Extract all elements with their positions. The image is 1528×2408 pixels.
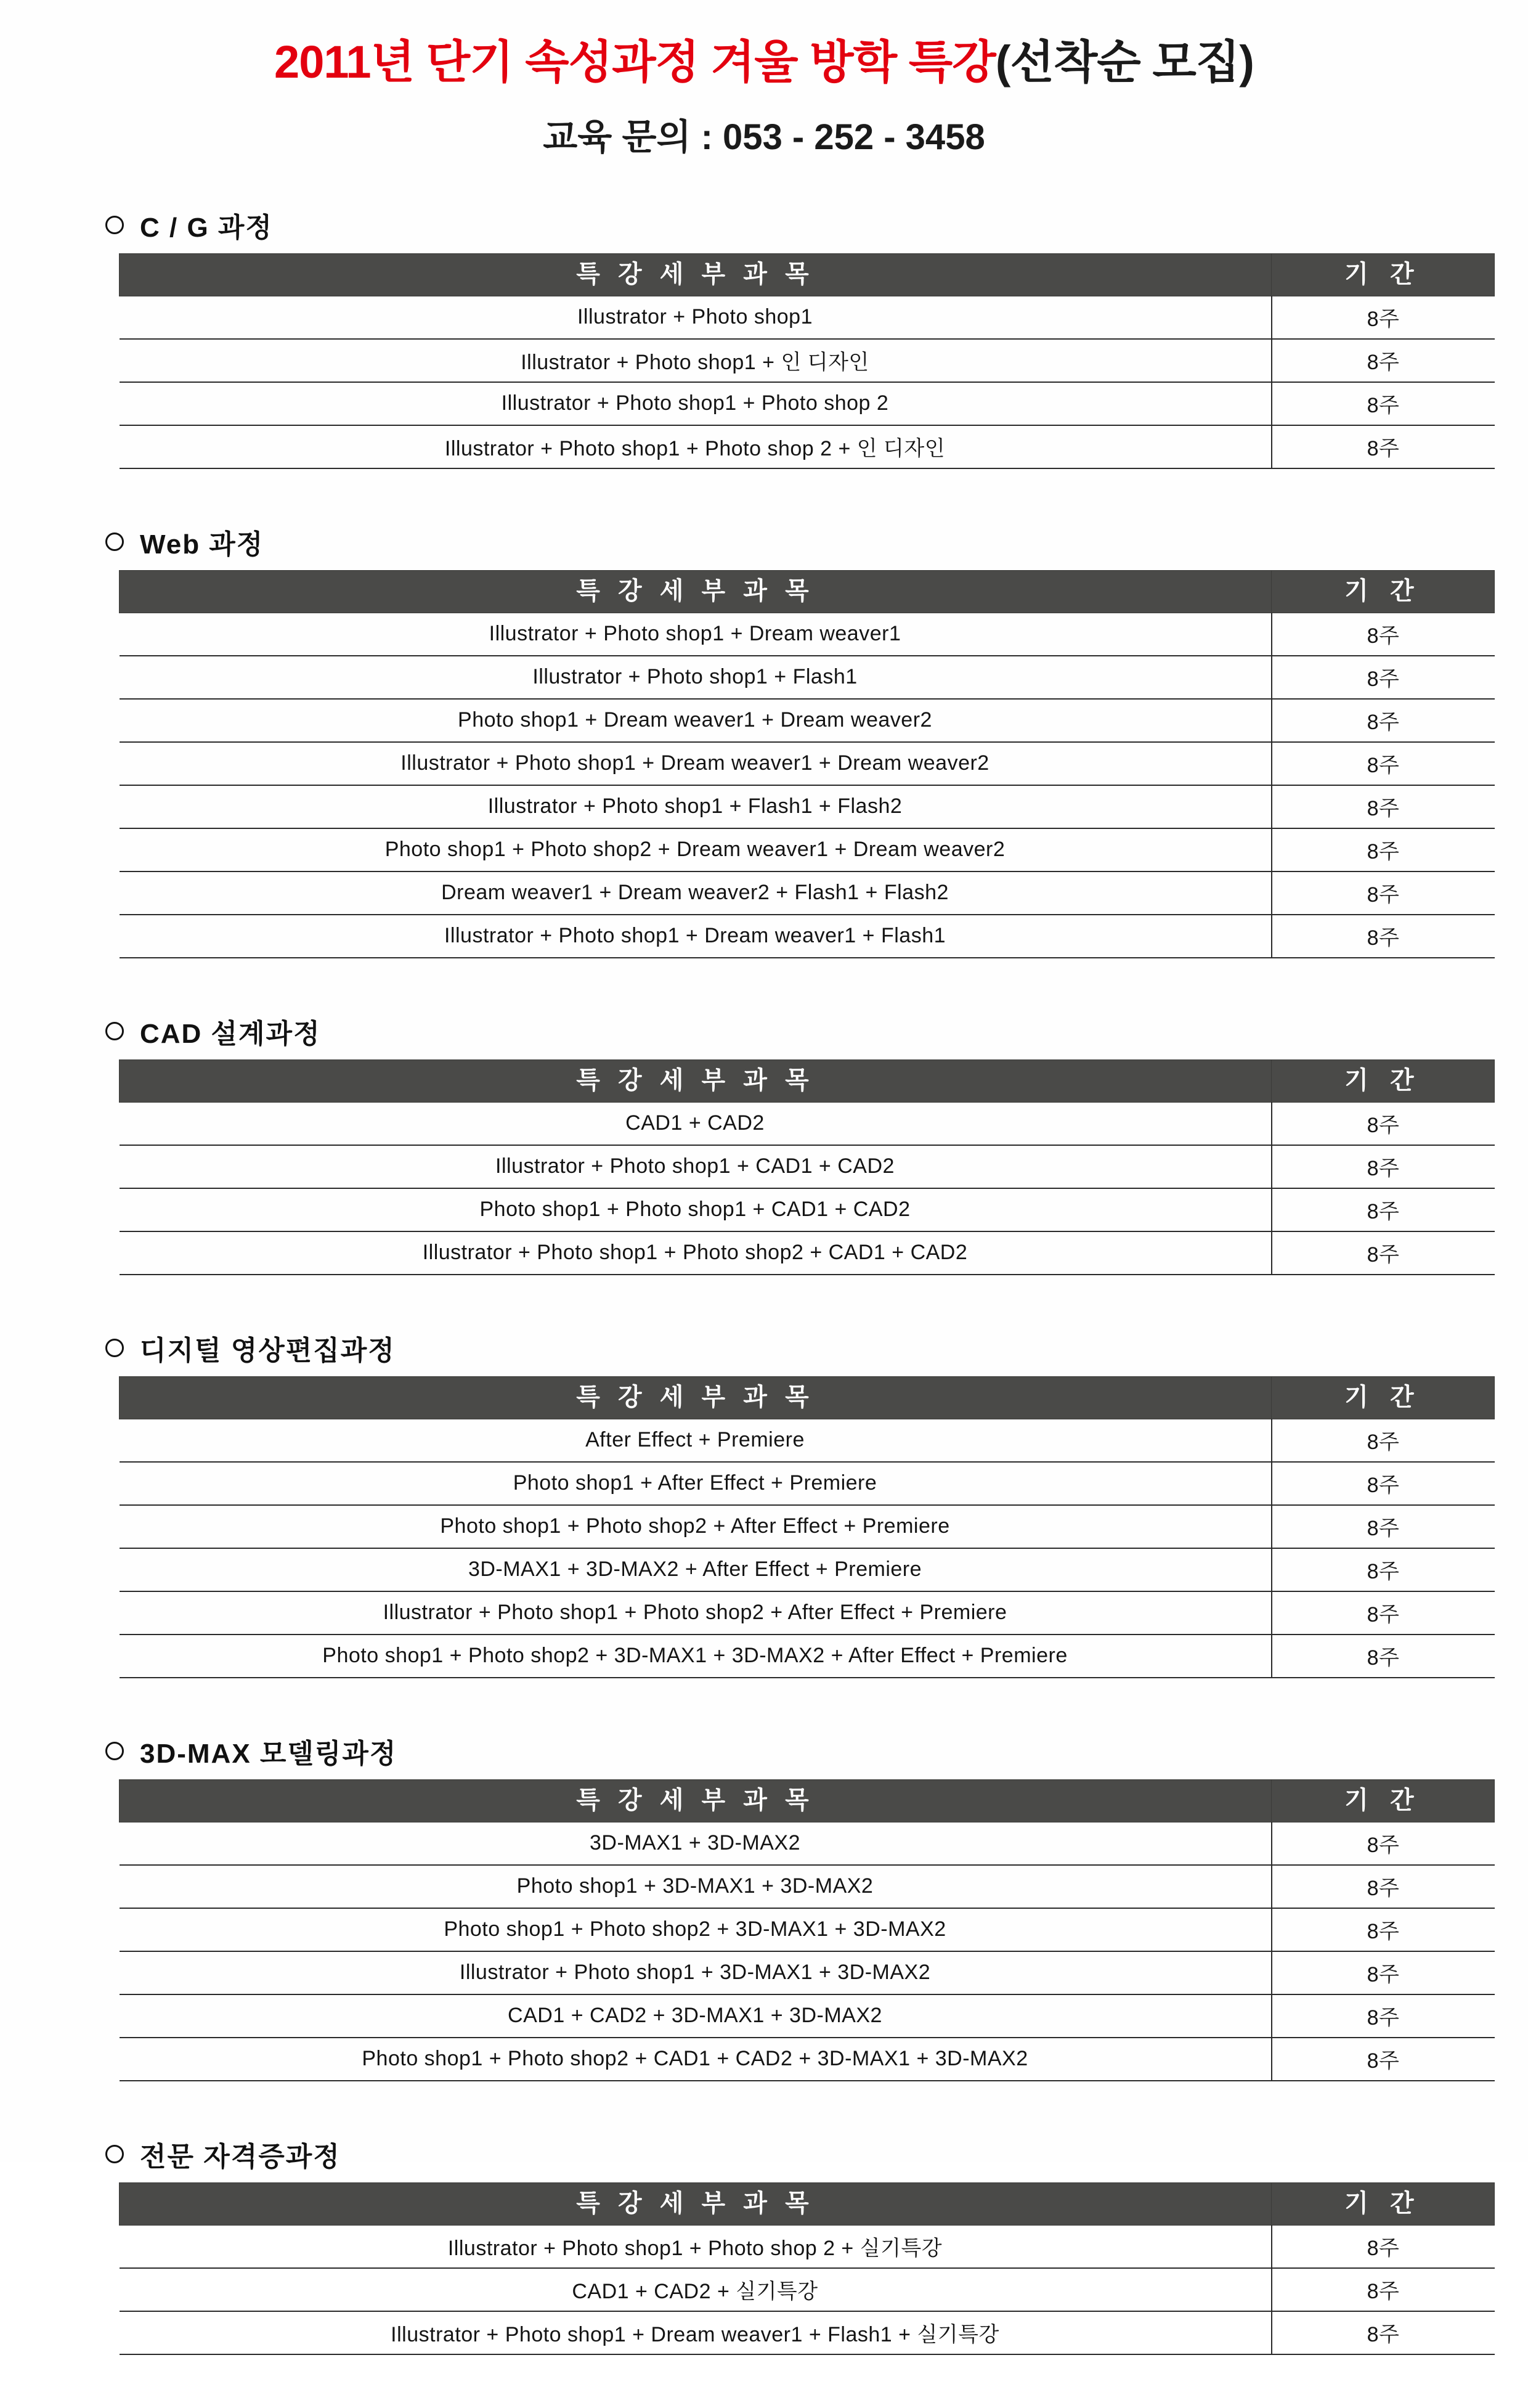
section-heading-label: C / G 과정 [140, 213, 273, 243]
column-header-subject: 특 강 세 부 과 목 [120, 254, 1272, 296]
cell-subject: Photo shop1 + Photo shop2 + 3D-MAX1 + 3D-MAX2 [120, 1908, 1272, 1951]
cell-duration: 8주 [1272, 1231, 1495, 1275]
cell-duration: 8주 [1272, 1635, 1495, 1678]
column-header-duration: 기 간 [1272, 2183, 1495, 2226]
course-section [65, 2134, 1463, 2355]
table-row [120, 828, 1495, 871]
cell-subject: Photo shop1 + Photo shop2 + After Effect + Premiere [120, 1505, 1272, 1548]
section-spacer [0, 958, 1528, 1011]
table-row [120, 1188, 1495, 1231]
column-header-subject: 특 강 세 부 과 목 [120, 571, 1272, 613]
table-row [120, 1231, 1495, 1275]
cell-subject: CAD1 + CAD2 [120, 1103, 1272, 1146]
table-row [120, 1635, 1495, 1678]
table-row [120, 339, 1495, 382]
circle-bullet-icon [105, 216, 124, 234]
cell-duration: 8주 [1272, 1462, 1495, 1505]
table-row [120, 742, 1495, 785]
cell-duration: 8주 [1272, 1188, 1495, 1231]
circle-bullet-icon [105, 2145, 124, 2163]
cell-subject: Photo shop1 + Photo shop2 + CAD1 + CAD2 + 3D-MAX1 + 3D-MAX2 [120, 2038, 1272, 2081]
table-header-row [120, 571, 1495, 613]
cell-subject: Photo shop1 + Dream weaver1 + Dream weaver2 [120, 699, 1272, 742]
cell-subject: 3D-MAX1 + 3D-MAX2 + After Effect + Premiere [120, 1548, 1272, 1591]
cell-subject: Illustrator + Photo shop1 + Photo shop 2 + 인 디자인 [120, 425, 1272, 468]
cell-subject: Illustrator + Photo shop1 + Photo shop 2 + 실기특강 [120, 2226, 1272, 2269]
cell-subject: Illustrator + Photo shop1 [120, 296, 1272, 340]
section-spacer [0, 469, 1528, 522]
column-header-subject: 특 강 세 부 과 목 [120, 1377, 1272, 1419]
cell-duration: 8주 [1272, 1865, 1495, 1908]
cell-subject: CAD1 + CAD2 + 실기특강 [120, 2268, 1272, 2311]
section-heading [105, 522, 1463, 561]
section-heading-label: 전문 자격증과정 [140, 2142, 341, 2173]
section-heading-label: Web 과정 [140, 529, 264, 560]
column-header-subject: 특 강 세 부 과 목 [120, 2183, 1272, 2226]
cell-subject: Dream weaver1 + Dream weaver2 + Flash1 + Flash2 [120, 871, 1272, 915]
cell-subject: Illustrator + Photo shop1 + Dream weaver1 + Flash1 [120, 915, 1272, 958]
table-row [120, 1462, 1495, 1505]
column-header-duration: 기 간 [1272, 1780, 1495, 1822]
section-heading-label: 3D-MAX 모델링과정 [140, 1739, 397, 1769]
cell-subject: Photo shop1 + Photo shop2 + 3D-MAX1 + 3D-MAX2 + After Effect + Premiere [120, 1635, 1272, 1678]
cell-subject: Illustrator + Photo shop1 + Dream weaver1 + Flash1 + 실기특강 [120, 2311, 1272, 2354]
cell-subject: Illustrator + Photo shop1 + Flash1 + Flash2 [120, 785, 1272, 828]
cell-duration: 8주 [1272, 425, 1495, 468]
course-section [65, 1011, 1463, 1275]
table-row [120, 1994, 1495, 2038]
cell-duration: 8주 [1272, 382, 1495, 425]
cell-subject: Illustrator + Photo shop1 + 3D-MAX1 + 3D-MAX2 [120, 1951, 1272, 1994]
table-row [120, 1419, 1495, 1463]
course-section [65, 1328, 1463, 1678]
circle-bullet-icon [105, 1022, 124, 1040]
cell-subject: After Effect + Premiere [120, 1419, 1272, 1463]
table-header-row [120, 1377, 1495, 1419]
table-row [120, 2268, 1495, 2311]
circle-bullet-icon [105, 1742, 124, 1760]
table-row [120, 871, 1495, 915]
section-spacer [0, 1678, 1528, 1731]
table-row [120, 2311, 1495, 2354]
column-header-duration: 기 간 [1272, 1377, 1495, 1419]
cell-duration: 8주 [1272, 339, 1495, 382]
cell-subject: 3D-MAX1 + 3D-MAX2 [120, 1822, 1272, 1866]
page-title-black: (선착순 모집) [995, 36, 1254, 88]
table-row [120, 613, 1495, 656]
column-header-subject: 특 강 세 부 과 목 [120, 1780, 1272, 1822]
cell-duration: 8주 [1272, 1822, 1495, 1866]
cell-duration: 8주 [1272, 2311, 1495, 2354]
cell-duration: 8주 [1272, 1505, 1495, 1548]
cell-subject: Illustrator + Photo shop1 + 인 디자인 [120, 339, 1272, 382]
sections-container [0, 205, 1528, 2408]
cell-duration: 8주 [1272, 1145, 1495, 1188]
table-row [120, 2038, 1495, 2081]
cell-duration: 8주 [1272, 296, 1495, 340]
table-row [120, 382, 1495, 425]
table-row [120, 656, 1495, 699]
column-header-duration: 기 간 [1272, 1060, 1495, 1103]
section-heading [105, 1731, 1463, 1771]
table-row [120, 1591, 1495, 1635]
course-table [119, 1376, 1495, 1678]
cell-duration: 8주 [1272, 785, 1495, 828]
contact-subtitle: 교육 문의 : 053 - 252 - 3458 [543, 117, 985, 158]
course-table [119, 2182, 1495, 2355]
cell-duration: 8주 [1272, 871, 1495, 915]
section-heading [105, 2134, 1463, 2174]
cell-duration: 8주 [1272, 1994, 1495, 2038]
table-header-row [120, 1060, 1495, 1103]
course-table [119, 1059, 1495, 1275]
header-block [0, 0, 1528, 160]
cell-duration: 8주 [1272, 828, 1495, 871]
column-header-duration: 기 간 [1272, 571, 1495, 613]
table-row [120, 1822, 1495, 1866]
circle-bullet-icon [105, 533, 124, 551]
column-header-duration: 기 간 [1272, 254, 1495, 296]
cell-subject: Illustrator + Photo shop1 + Dream weaver1 [120, 613, 1272, 656]
cell-duration: 8주 [1272, 1548, 1495, 1591]
table-row [120, 1865, 1495, 1908]
table-row [120, 2226, 1495, 2269]
section-spacer [0, 2355, 1528, 2408]
table-row [120, 1103, 1495, 1146]
cell-subject: Illustrator + Photo shop1 + Photo shop 2 [120, 382, 1272, 425]
cell-duration: 8주 [1272, 742, 1495, 785]
cell-duration: 8주 [1272, 1908, 1495, 1951]
column-header-subject: 특 강 세 부 과 목 [120, 1060, 1272, 1103]
section-heading [105, 205, 1463, 245]
page-title [0, 37, 1528, 87]
cell-duration: 8주 [1272, 656, 1495, 699]
cell-subject: Illustrator + Photo shop1 + CAD1 + CAD2 [120, 1145, 1272, 1188]
cell-duration: 8주 [1272, 1419, 1495, 1463]
cell-subject: Photo shop1 + 3D-MAX1 + 3D-MAX2 [120, 1865, 1272, 1908]
course-section [65, 1731, 1463, 2081]
table-header-row [120, 1780, 1495, 1822]
cell-duration: 8주 [1272, 1951, 1495, 1994]
table-row [120, 1145, 1495, 1188]
section-spacer [0, 1275, 1528, 1328]
cell-duration: 8주 [1272, 1591, 1495, 1635]
cell-duration: 8주 [1272, 2268, 1495, 2311]
table-row [120, 699, 1495, 742]
table-row [120, 785, 1495, 828]
course-table [119, 570, 1495, 958]
section-heading-label: 디지털 영상편집과정 [140, 1336, 396, 1366]
section-heading [105, 1328, 1463, 1368]
section-spacer [0, 2081, 1528, 2134]
course-section [65, 522, 1463, 958]
cell-subject: Illustrator + Photo shop1 + Photo shop2 + After Effect + Premiere [120, 1591, 1272, 1635]
cell-duration: 8주 [1272, 613, 1495, 656]
table-row [120, 1908, 1495, 1951]
cell-duration: 8주 [1272, 915, 1495, 958]
table-header-row [120, 2183, 1495, 2226]
cell-subject: Photo shop1 + Photo shop1 + CAD1 + CAD2 [120, 1188, 1272, 1231]
cell-subject: Photo shop1 + After Effect + Premiere [120, 1462, 1272, 1505]
circle-bullet-icon [105, 1339, 124, 1357]
cell-subject: Illustrator + Photo shop1 + Flash1 [120, 656, 1272, 699]
table-row [120, 1548, 1495, 1591]
cell-subject: Photo shop1 + Photo shop2 + Dream weaver1 + Dream weaver2 [120, 828, 1272, 871]
cell-subject: Illustrator + Photo shop1 + Photo shop2 + CAD1 + CAD2 [120, 1231, 1272, 1275]
course-section [65, 205, 1463, 469]
table-row [120, 296, 1495, 340]
table-row [120, 425, 1495, 468]
cell-duration: 8주 [1272, 2226, 1495, 2269]
section-heading-label: CAD 설계과정 [140, 1019, 321, 1050]
table-header-row [120, 254, 1495, 296]
cell-duration: 8주 [1272, 1103, 1495, 1146]
course-table [119, 1779, 1495, 2081]
cell-subject: Illustrator + Photo shop1 + Dream weaver1 + Dream weaver2 [120, 742, 1272, 785]
table-row [120, 915, 1495, 958]
page-title-red: 2011년 단기 속성과정 겨울 방학 특강 [274, 36, 996, 88]
table-row [120, 1505, 1495, 1548]
cell-duration: 8주 [1272, 2038, 1495, 2081]
section-heading [105, 1011, 1463, 1051]
table-row [120, 1951, 1495, 1994]
cell-subject: CAD1 + CAD2 + 3D-MAX1 + 3D-MAX2 [120, 1994, 1272, 2038]
cell-duration: 8주 [1272, 699, 1495, 742]
course-table [119, 253, 1495, 469]
